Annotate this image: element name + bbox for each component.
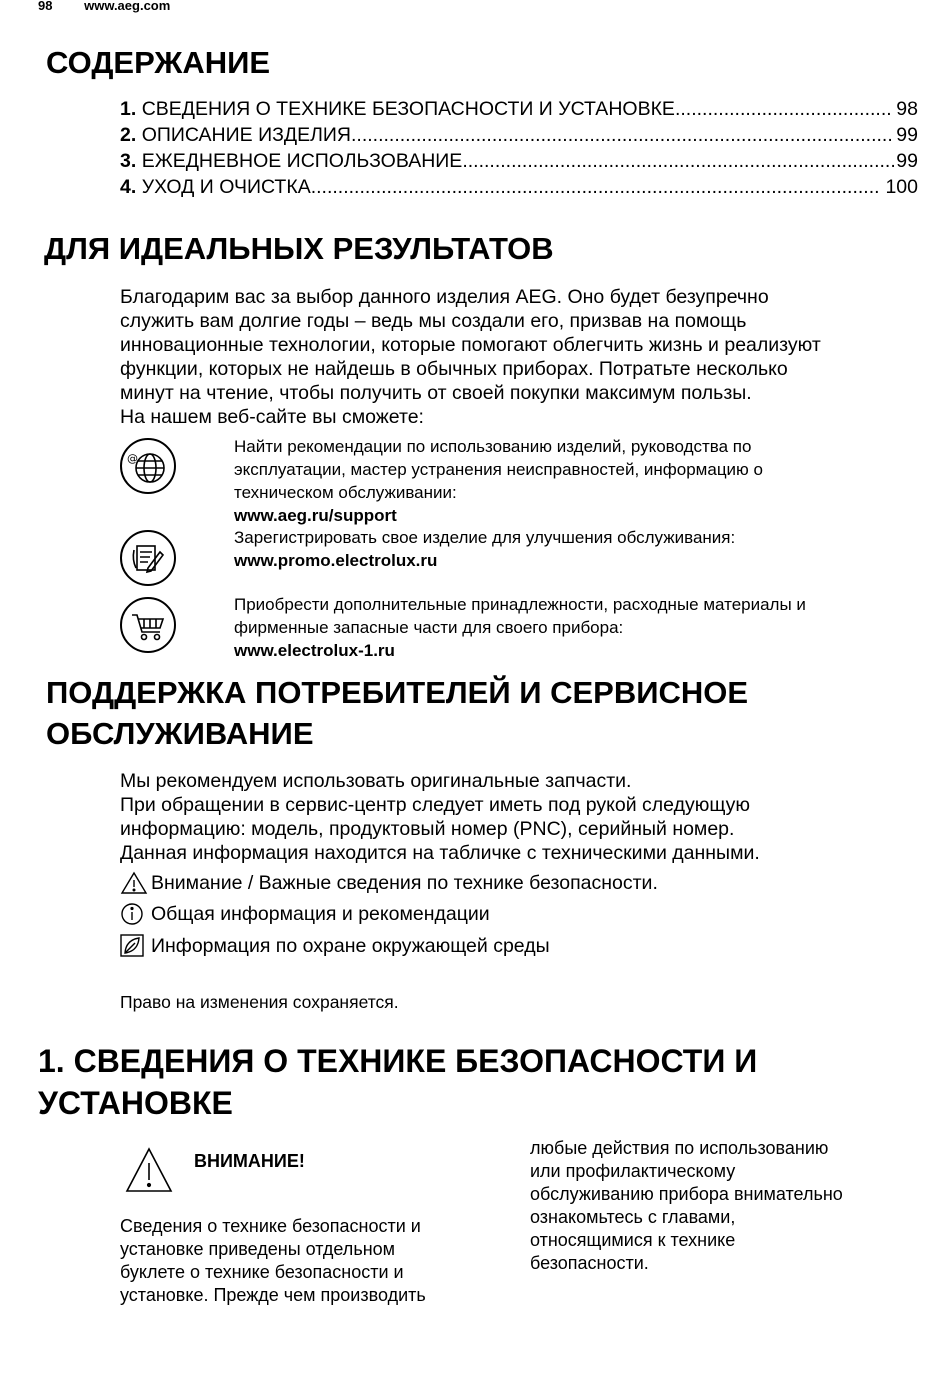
toc-item-page: 98 bbox=[896, 98, 918, 120]
info-icon bbox=[120, 902, 146, 926]
results-title: ДЛЯ ИДЕАЛЬНЫХ РЕЗУЛЬТАТОВ bbox=[44, 231, 554, 266]
toc-item-label: ОПИСАНИЕ ИЗДЕЛИЯ bbox=[141, 124, 351, 146]
note-environment bbox=[120, 934, 550, 958]
web-item-line: техническом обслуживании: bbox=[234, 483, 457, 502]
toc-item-label: ЕЖЕДНЕВНОЕ ИСПОЛЬЗОВАНИЕ bbox=[141, 150, 463, 172]
cart-icon bbox=[120, 597, 176, 653]
page-number: 98 bbox=[38, 0, 53, 13]
support-title-line: ОБСЛУЖИВАНИЕ bbox=[46, 716, 314, 751]
results-intro bbox=[120, 285, 920, 429]
note-warning bbox=[120, 871, 658, 895]
svg-text:@: @ bbox=[127, 452, 138, 465]
table-of-contents bbox=[120, 96, 918, 200]
intro-line: Благодарим вас за выбор данного изделия AEG. Оно будет безупречно bbox=[120, 286, 769, 308]
contents-title: СОДЕРЖАНИЕ bbox=[46, 45, 271, 80]
toc-item-label: УХОД И ОЧИСТКА bbox=[141, 176, 311, 198]
toc-item-number: 4. bbox=[120, 176, 137, 198]
support-link[interactable]: www.aeg.ru/support bbox=[234, 506, 397, 525]
web-item-line: Приобрести дополнительные принадлежности, расходные материалы и bbox=[234, 595, 806, 614]
web-item-line: эксплуатации, мастер устранения неисправностей, информацию о bbox=[234, 460, 763, 479]
safety-right-column bbox=[530, 1137, 920, 1275]
note-text: Общая информация и рекомендации bbox=[151, 903, 490, 925]
leaf-icon bbox=[120, 934, 146, 958]
toc-item[interactable] bbox=[120, 122, 918, 148]
warning-icon bbox=[120, 871, 146, 895]
toc-item-label: СВЕДЕНИЯ О ТЕХНИКЕ БЕЗОПАСНОСТИ И УСТАНОВКЕ bbox=[141, 98, 675, 120]
safety-line: буклете о технике безопасности и bbox=[120, 1262, 404, 1282]
toc-item-number: 2. bbox=[120, 124, 137, 146]
toc-item[interactable] bbox=[120, 174, 918, 200]
toc-leader bbox=[675, 96, 891, 122]
toc-item[interactable] bbox=[120, 148, 918, 174]
support-title-line: ПОДДЕРЖКА ПОТРЕБИТЕЛЕЙ И СЕРВИСНОЕ bbox=[46, 675, 749, 710]
support-line: информацию: модель, продуктовый номер (PNC), серийный номер. bbox=[120, 818, 735, 840]
support-intro bbox=[120, 769, 920, 865]
safety-line: установке приведены отдельном bbox=[120, 1239, 396, 1259]
web-item-line: Зарегистрировать свое изделие для улучшения обслуживания: bbox=[234, 528, 736, 547]
safety-line: обслуживанию прибора внимательно bbox=[530, 1184, 843, 1204]
toc-leader bbox=[351, 122, 891, 148]
safety-title-line: УСТАНОВКЕ bbox=[38, 1085, 233, 1121]
intro-line: функции, которых не найдешь в обычных приборах. Потратьте несколько bbox=[120, 358, 788, 380]
support-title bbox=[46, 672, 748, 754]
globe-icon bbox=[120, 438, 176, 494]
toc-item-page: 99 bbox=[896, 124, 918, 146]
note-text: Информация по охране окружающей среды bbox=[151, 935, 550, 957]
toc-item-page: 99 bbox=[896, 150, 918, 172]
safety-line: Сведения о технике безопасности и bbox=[120, 1216, 421, 1236]
safety-line: или профилактическому bbox=[530, 1161, 736, 1181]
toc-item-number: 1. bbox=[120, 98, 137, 120]
web-item-line: фирменные запасные части для своего прибора: bbox=[234, 618, 624, 637]
intro-line: служить вам долгие годы – ведь мы создали его, призвав на помощь bbox=[120, 310, 747, 332]
web-item-register bbox=[234, 526, 924, 572]
safety-line: любые действия по использованию bbox=[530, 1138, 829, 1158]
toc-item[interactable] bbox=[120, 96, 918, 122]
safety-line: безопасности. bbox=[530, 1253, 649, 1273]
web-item-line: Найти рекомендации по использованию изделий, руководства по bbox=[234, 437, 752, 456]
running-header bbox=[38, 0, 198, 13]
safety-title-line: 1. СВЕДЕНИЯ О ТЕХНИКЕ БЕЗОПАСНОСТИ И bbox=[38, 1043, 758, 1079]
web-item-support bbox=[234, 435, 924, 527]
toc-item-page: 100 bbox=[885, 176, 918, 198]
website-link[interactable]: www.aeg.com bbox=[84, 0, 171, 13]
support-line: Данная информация находится на табличке с техническими данными. bbox=[120, 842, 760, 864]
safety-left-column bbox=[120, 1215, 500, 1307]
intro-line: инновационные технологии, которые помогают облегчить жизнь и реализуют bbox=[120, 334, 821, 356]
toc-item-number: 3. bbox=[120, 150, 137, 172]
toc-leader bbox=[462, 148, 896, 174]
safety-title bbox=[38, 1040, 757, 1124]
support-line: При обращении в сервис-центр следует иметь под рукой следующую bbox=[120, 794, 750, 816]
intro-line: На нашем веб-сайте вы сможете: bbox=[120, 406, 424, 428]
note-text: Внимание / Важные сведения по технике безопасности. bbox=[151, 872, 658, 894]
register-icon bbox=[120, 530, 176, 586]
disclaimer: Право на изменения сохраняется. bbox=[120, 992, 399, 1012]
safety-line: относящимися к технике bbox=[530, 1230, 736, 1250]
safety-line: установке. Прежде чем производить bbox=[120, 1285, 426, 1305]
warning-icon bbox=[124, 1146, 174, 1194]
web-item-shop bbox=[234, 593, 924, 662]
note-info bbox=[120, 902, 490, 926]
warning-label: ВНИМАНИЕ! bbox=[194, 1151, 305, 1171]
safety-line: ознакомьтесь с главами, bbox=[530, 1207, 736, 1227]
shop-link[interactable]: www.electrolux-1.ru bbox=[234, 641, 395, 660]
support-line: Мы рекомендуем использовать оригинальные запчасти. bbox=[120, 770, 632, 792]
intro-line: минут на чтение, чтобы получить от своей покупки максимум пользы. bbox=[120, 382, 752, 404]
toc-leader bbox=[311, 174, 880, 200]
register-link[interactable]: www.promo.electrolux.ru bbox=[234, 551, 438, 570]
